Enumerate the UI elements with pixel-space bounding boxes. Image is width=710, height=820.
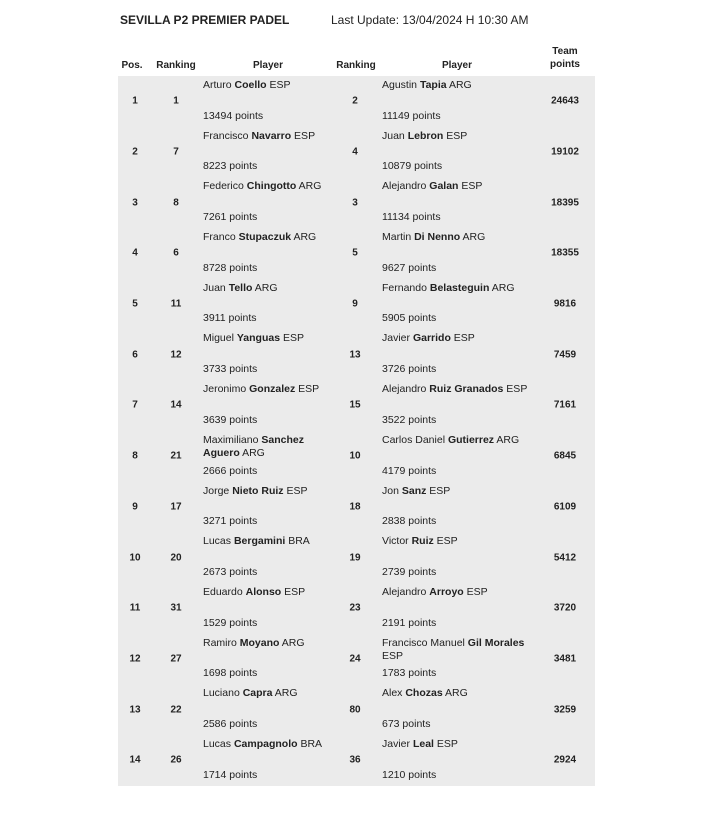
player2-name (382, 434, 542, 447)
table-row (118, 329, 595, 380)
team-points-cell: 19102 (551, 146, 579, 158)
player2-last-name: Lebron (407, 129, 444, 142)
player1-cell (203, 634, 333, 685)
team-points-cell: 6845 (553, 450, 577, 462)
player2-nationality: ESP (450, 332, 475, 345)
player1-last-name: Coello (234, 79, 267, 91)
player1-ranking-cell: 20 (170, 552, 182, 564)
position-cell: 5 (132, 298, 138, 310)
player2-name (382, 231, 542, 244)
player2-last-name: Galan (429, 180, 459, 193)
team-points-cell: 9816 (553, 298, 577, 310)
player2-first-name: Jon (382, 484, 402, 497)
player2-points: 11134 points (382, 211, 441, 224)
player2-ranking-cell: 18 (349, 501, 361, 513)
player1-points: 3911 points (203, 312, 257, 325)
position-cell: 9 (132, 501, 138, 513)
player2-ranking-cell: 4 (352, 146, 358, 158)
player2-cell (382, 279, 542, 330)
position-cell: 7 (132, 399, 138, 411)
player1-last-name: Capra (242, 687, 273, 700)
player2-cell (382, 431, 542, 482)
player1-first-name: Lucas (203, 535, 234, 548)
header-pos: Pos. (121, 60, 143, 71)
table-row (118, 177, 595, 228)
player1-name (203, 738, 333, 751)
player2-first-name: Alex (382, 687, 406, 700)
player2-nationality: ESP (382, 649, 404, 662)
player2-name (382, 687, 542, 700)
player1-last-name: Gonzalez (249, 383, 296, 396)
player2-ranking-cell: 80 (349, 704, 361, 716)
player1-points: 13494 points (203, 109, 264, 122)
player1-nationality: ESP (281, 585, 306, 598)
player2-cell (382, 532, 542, 583)
player1-last-name: Nieto Ruiz (232, 484, 284, 497)
last-update-text: Last Update: 13/04/2024 H 10:30 AM (331, 13, 529, 27)
header-team-points (540, 45, 590, 71)
player2-cell (382, 380, 542, 431)
player2-nationality: ESP (458, 180, 483, 193)
player2-last-name: Ruiz (411, 535, 434, 548)
player2-last-name: Chozas (405, 687, 443, 700)
position-cell: 8 (132, 450, 138, 462)
player2-points: 11149 points (382, 109, 441, 122)
player2-points: 2739 points (382, 565, 437, 578)
player2-first-name: Martin (382, 231, 415, 244)
player1-ranking-cell: 31 (170, 602, 182, 614)
table-row (118, 482, 595, 533)
table-body (118, 76, 595, 786)
player2-ranking-cell: 5 (352, 247, 358, 259)
player1-nationality: ESP (280, 332, 304, 345)
player1-ranking-cell: 21 (170, 450, 182, 462)
player1-cell (203, 431, 333, 482)
player2-first-name: Javier (382, 737, 413, 750)
table-row (118, 380, 595, 431)
player1-last-name: Tello (228, 281, 253, 294)
player1-cell (203, 532, 333, 583)
player1-ranking-cell: 12 (170, 349, 182, 361)
team-points-cell: 7161 (553, 399, 577, 411)
player2-points: 4179 points (382, 464, 437, 477)
player1-first-name: Jorge (203, 484, 233, 497)
player1-ranking-cell: 8 (173, 197, 179, 209)
player1-cell (203, 127, 333, 178)
player2-name (382, 738, 542, 751)
table-row (118, 532, 595, 583)
player2-nationality: ESP (503, 383, 528, 396)
player2-last-name: Sanz (401, 484, 427, 497)
player2-cell (382, 127, 542, 178)
player2-name (382, 282, 542, 295)
player1-points: 3271 points (203, 515, 258, 528)
player1-ranking-cell: 7 (173, 146, 179, 158)
player1-points: 2673 points (203, 565, 258, 578)
player1-cell (203, 380, 333, 431)
player2-ranking-cell: 3 (352, 197, 358, 209)
player1-cell (203, 279, 333, 330)
player1-first-name: Franco (203, 231, 239, 244)
team-points-cell: 3720 (553, 602, 577, 614)
player2-ranking-cell: 36 (349, 754, 361, 766)
player2-first-name: Alejandro (382, 383, 430, 396)
player2-points: 2838 points (382, 515, 437, 528)
position-cell: 11 (129, 602, 141, 614)
table-row (118, 76, 595, 127)
player2-cell (382, 735, 542, 786)
player2-ranking-cell: 23 (349, 602, 361, 614)
team-points-cell: 18395 (551, 197, 579, 209)
player1-first-name: Maximiliano (203, 433, 262, 446)
player1-nationality: BRA (285, 535, 310, 548)
table-row (118, 634, 595, 685)
player2-name (382, 485, 542, 498)
position-cell: 13 (129, 704, 141, 716)
player1-ranking-cell: 11 (170, 298, 182, 310)
player2-name (382, 130, 542, 143)
player1-ranking-cell: 22 (170, 704, 182, 716)
header-ranking-1: Ranking (156, 60, 196, 71)
player2-first-name: Victor (382, 535, 412, 548)
player2-nationality: ARG (446, 79, 472, 91)
player2-first-name: Alejandro (382, 180, 430, 193)
player2-cell (382, 684, 542, 735)
player1-first-name: Eduardo (203, 585, 246, 598)
player1-ranking-cell: 14 (170, 399, 182, 411)
position-cell: 2 (132, 146, 138, 158)
player2-nationality: ARG (489, 281, 515, 294)
player2-ranking-cell: 15 (349, 399, 361, 411)
player2-nationality: ESP (433, 737, 458, 750)
player1-points: 8728 points (203, 261, 258, 274)
player1-cell (203, 583, 333, 634)
player2-ranking-cell: 9 (352, 298, 358, 310)
player1-cell (203, 735, 333, 786)
player1-ranking-cell: 6 (173, 247, 179, 259)
player1-last-name: Sanchez Aguero (203, 433, 304, 459)
player1-ranking-cell: 26 (170, 754, 182, 766)
team-points-cell: 7459 (553, 349, 577, 361)
player1-name (203, 687, 333, 700)
player2-name (382, 586, 542, 599)
table-row (118, 735, 595, 786)
player2-nationality: ESP (443, 129, 468, 142)
player1-cell (203, 482, 333, 533)
player1-nationality: ESP (283, 484, 308, 497)
player1-points: 3733 points (203, 363, 258, 376)
player1-name (203, 586, 333, 599)
player1-name (203, 180, 333, 193)
player2-points: 2191 points (382, 616, 437, 629)
player1-points: 3639 points (203, 413, 258, 426)
player2-first-name: Javier (382, 332, 413, 345)
position-cell: 10 (129, 552, 141, 564)
player2-cell (382, 583, 542, 634)
player1-last-name: Navarro (251, 129, 292, 142)
player1-name (203, 535, 333, 548)
player1-nationality: ARG (296, 180, 322, 193)
player2-points: 3726 points (382, 363, 437, 376)
document-title: SEVILLA P2 PREMIER PADEL (120, 13, 290, 27)
team-points-cell: 2924 (553, 754, 577, 766)
table-header (118, 40, 595, 76)
team-points-cell: 3481 (553, 653, 577, 665)
player2-points: 1210 points (382, 768, 437, 781)
player1-cell (203, 228, 333, 279)
player1-ranking-cell: 1 (173, 95, 179, 107)
player1-points: 1698 points (203, 667, 258, 680)
player1-nationality: ARG (272, 687, 298, 700)
player2-first-name: Alejandro (382, 585, 430, 598)
team-points-cell: 18355 (551, 247, 579, 259)
player2-nationality: ESP (433, 535, 458, 548)
header-player-2: Player (441, 60, 473, 71)
player1-nationality: ARG (291, 231, 317, 244)
player2-points: 1783 points (382, 667, 437, 680)
player2-cell (382, 76, 542, 127)
player1-first-name: Ramiro (203, 636, 240, 649)
table-row (118, 279, 595, 330)
player2-nationality: ESP (426, 484, 451, 497)
player2-cell (382, 228, 542, 279)
header-team-line1: Team (552, 46, 578, 57)
player1-last-name: Yanguas (236, 332, 281, 345)
table-row (118, 228, 595, 279)
player2-cell (382, 634, 542, 685)
table-row (118, 127, 595, 178)
player1-cell (203, 76, 333, 127)
player2-first-name: Juan (382, 129, 408, 142)
player1-name (203, 79, 333, 92)
table-row (118, 583, 595, 634)
player2-first-name: Agustin (382, 79, 420, 91)
player1-first-name: Arturo (203, 79, 235, 91)
player2-ranking-cell: 24 (349, 653, 361, 665)
player2-nationality: ARG (494, 433, 520, 446)
player1-points: 8223 points (203, 160, 258, 173)
player1-name (203, 637, 333, 650)
player1-first-name: Federico (203, 180, 247, 193)
player1-nationality: ESP (295, 383, 320, 396)
player2-ranking-cell: 19 (349, 552, 361, 564)
team-points-cell: 3259 (553, 704, 577, 716)
header-player-1: Player (252, 60, 284, 71)
standings-table (118, 40, 595, 786)
table-row (118, 431, 595, 482)
player1-last-name: Bergamini (233, 535, 286, 548)
position-cell: 4 (132, 247, 138, 259)
player1-nationality: ARG (239, 446, 265, 459)
player1-first-name: Juan (203, 281, 229, 294)
player1-name (203, 231, 333, 244)
player1-points: 1529 points (203, 616, 258, 629)
player1-points: 7261 points (203, 211, 258, 224)
player1-nationality: ESP (291, 129, 316, 142)
player1-name (203, 434, 333, 460)
player2-last-name: Ruiz Granados (429, 383, 504, 396)
player2-name (382, 383, 542, 396)
player1-first-name: Jeronimo (203, 383, 250, 396)
player1-last-name: Alonso (245, 585, 282, 598)
player2-ranking-cell: 13 (349, 349, 361, 361)
player2-last-name: Gil Morales (467, 636, 525, 649)
player1-cell (203, 177, 333, 228)
player1-name (203, 282, 333, 295)
player1-cell (203, 684, 333, 735)
player1-name (203, 332, 333, 345)
table-row (118, 684, 595, 735)
player1-name (203, 383, 333, 396)
player2-name (382, 180, 542, 193)
player1-points: 2586 points (203, 717, 258, 730)
position-cell: 12 (129, 653, 141, 665)
player1-points: 2666 points (203, 464, 258, 477)
player2-name (382, 535, 542, 548)
player1-last-name: Moyano (239, 636, 280, 649)
player2-points: 3522 points (382, 413, 437, 426)
player2-last-name: Tapia (419, 79, 447, 91)
player1-ranking-cell: 17 (170, 501, 182, 513)
player2-last-name: Belasteguin (429, 281, 490, 294)
player2-last-name: Di Nenno (414, 231, 461, 244)
position-cell: 1 (132, 95, 138, 107)
player1-first-name: Francisco (203, 129, 252, 142)
player2-last-name: Garrido (412, 332, 451, 345)
player1-name (203, 130, 333, 143)
player1-nationality: ARG (252, 281, 278, 294)
header-team-line2: points (550, 59, 580, 70)
position-cell: 3 (132, 197, 138, 209)
player2-nationality: ESP (463, 585, 488, 598)
player1-nationality: BRA (297, 737, 323, 750)
player2-points: 9627 points (382, 261, 437, 274)
player1-first-name: Lucas (203, 737, 234, 750)
team-points-cell: 6109 (553, 501, 577, 513)
player2-last-name: Gutierrez (447, 433, 495, 446)
position-cell: 14 (129, 754, 141, 766)
team-points-cell: 5412 (553, 552, 577, 564)
player2-cell (382, 482, 542, 533)
player2-points: 5905 points (382, 312, 437, 325)
player2-first-name: Carlos Daniel (382, 433, 448, 446)
player1-first-name: Luciano (203, 687, 243, 700)
player2-points: 673 points (382, 717, 431, 730)
player2-cell (382, 329, 542, 380)
player2-ranking-cell: 10 (349, 450, 361, 462)
player1-nationality: ESP (266, 79, 291, 91)
player2-last-name: Arroyo (429, 585, 464, 598)
player2-ranking-cell: 2 (352, 95, 358, 107)
player1-name (203, 485, 333, 498)
player2-first-name: Fernando (382, 281, 430, 294)
player1-last-name: Stupaczuk (238, 231, 292, 244)
player1-points: 1714 points (203, 768, 258, 781)
player1-ranking-cell: 27 (170, 653, 182, 665)
player2-last-name: Leal (412, 737, 434, 750)
player1-last-name: Campagnolo (233, 737, 298, 750)
player2-points: 10879 points (382, 160, 443, 173)
player2-cell (382, 177, 542, 228)
position-cell: 6 (132, 349, 138, 361)
player2-nationality: ARG (460, 231, 486, 244)
player2-name (382, 79, 542, 92)
player2-first-name: Francisco Manuel (382, 636, 468, 649)
player2-name (382, 332, 542, 345)
header-ranking-2: Ranking (336, 60, 376, 71)
player2-name (382, 637, 542, 663)
player1-last-name: Chingotto (246, 180, 297, 193)
player1-first-name: Miguel (203, 332, 237, 345)
player1-nationality: ARG (279, 636, 305, 649)
player1-cell (203, 329, 333, 380)
player2-nationality: ARG (442, 687, 468, 700)
team-points-cell: 24643 (551, 95, 579, 107)
